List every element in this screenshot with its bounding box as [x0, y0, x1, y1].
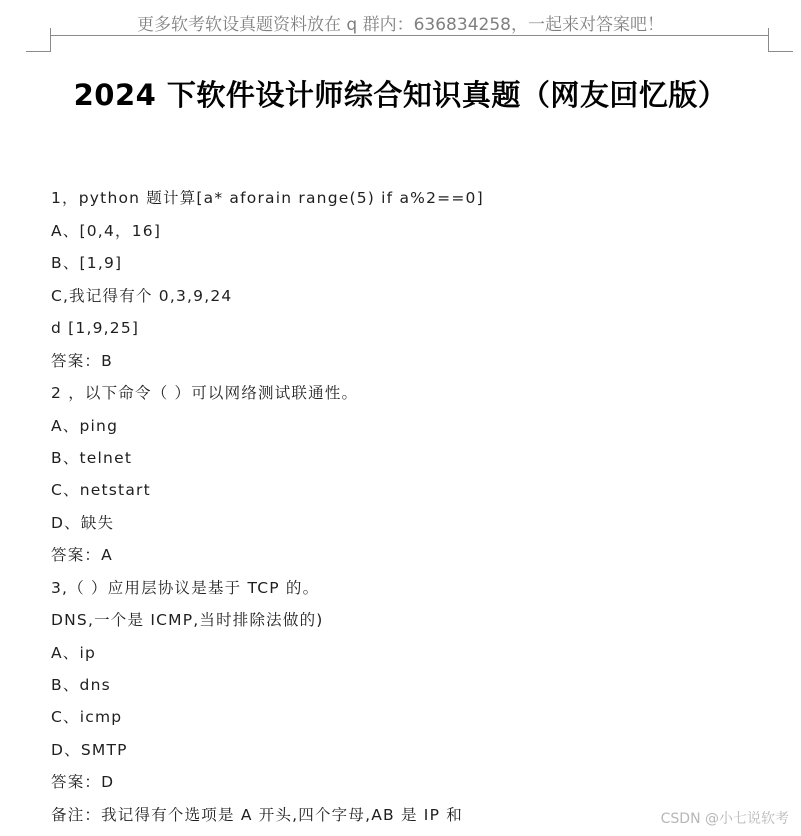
document-line: B、dns [51, 676, 111, 694]
crop-mark-top-left-vertical [50, 28, 51, 52]
document-line: A、ping [51, 417, 119, 435]
document-line: C、icmp [51, 708, 123, 726]
document-line: 答案：A [51, 546, 113, 564]
csdn-watermark: CSDN @小七说软考 [660, 811, 789, 827]
document-line: d [1,9,25] [51, 319, 140, 337]
document-line: 答案：B [51, 352, 113, 370]
document-line: C,我记得有个 0,3,9,24 [51, 287, 233, 305]
document-line: 3,（ ）应用层协议是基于 TCP 的。 [51, 579, 320, 597]
crop-mark-top-right-horizontal [768, 51, 793, 52]
document-line: A、ip [51, 644, 97, 662]
document-line: C、netstart [51, 481, 151, 499]
document-line: A、[0,4，16] [51, 222, 162, 240]
document-line: B、[1,9] [51, 254, 123, 272]
document-line: B、telnet [51, 449, 133, 467]
document-line: 2 ，以下命令（ ）可以网络测试联通性。 [51, 384, 359, 402]
document-title: 2024 下软件设计师综合知识真题（网友回忆版） [73, 78, 728, 112]
crop-mark-top-left-horizontal [26, 51, 51, 52]
crop-mark-top-right-vertical [768, 28, 769, 52]
document-line: 答案：D [51, 773, 115, 791]
document-line: DNS,一个是 ICMP,当时排除法做的) [51, 611, 324, 629]
document-line: 1，python 题计算[a* aforain range(5) if a%2==0] [51, 189, 484, 207]
document-line: D、SMTP [51, 741, 128, 759]
document-line: 备注：我记得有个选项是 A 开头,四个字母,AB 是 IP 和 [51, 806, 463, 824]
header-promo-text: 更多软考软设真题资料放在 q 群内：636834258，一起来对答案吧！ [137, 15, 664, 35]
header-rule [50, 35, 769, 36]
document-line: D、缺失 [51, 514, 115, 532]
